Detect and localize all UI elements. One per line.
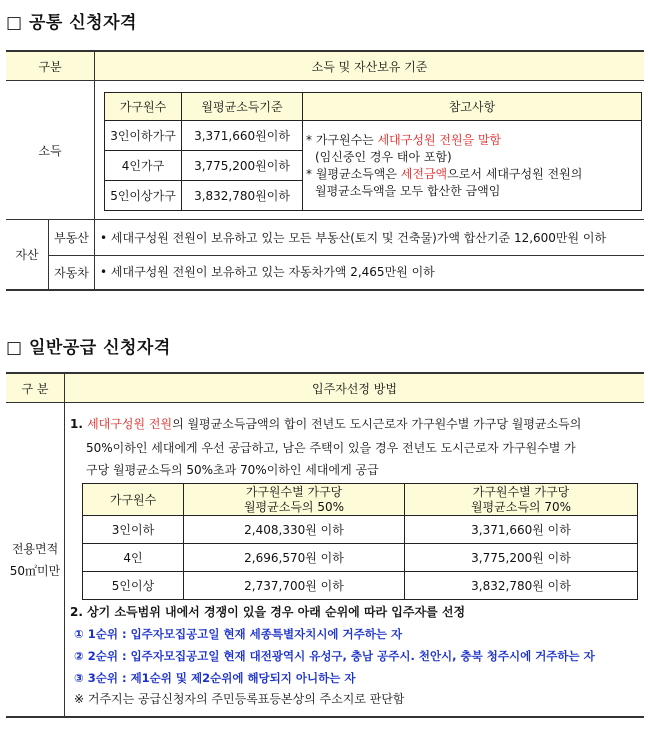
threshold-row xyxy=(83,572,638,600)
income-table xyxy=(104,92,642,211)
item1-line1: 1. 세대구성원 전원의 월평균소득금액의 합이 전년도 도시근로자 가구원수별 가구당 월평균소득의 xyxy=(70,417,582,431)
income-amount: 3,775,200원이하 xyxy=(182,151,303,181)
car-label: 자동차 xyxy=(54,266,89,280)
threshold-table xyxy=(82,483,638,600)
header-rule xyxy=(6,80,644,81)
real-estate-label: 부동산 xyxy=(54,231,89,245)
income-size: 5인이상가구 xyxy=(105,181,182,211)
area-label xyxy=(6,403,64,716)
income-size: 4인가구 xyxy=(105,151,182,181)
area-label-line2: 50㎡미만 xyxy=(9,563,61,578)
residence-note: ※ 거주지는 공급신청자의 주민등록표등본상의 주소지로 판단함 xyxy=(74,692,405,706)
item1-line2: 50%이하인 세대에게 우선 공급하고, 남은 주택이 있을 경우 전년도 도시근로자 가구원수별 가 xyxy=(86,441,576,455)
income-amount: 3,371,660원이하 xyxy=(182,121,303,151)
income-th-size: 가구원수 xyxy=(105,93,182,121)
item1-line3: 구당 월평균소득의 50%초과 70%이하인 세대에게 공급 xyxy=(86,463,379,477)
section2-col-divider xyxy=(64,374,65,716)
section2-header-method: 입주자선정 방법 xyxy=(312,381,397,396)
asset-mid-rule xyxy=(48,255,644,256)
rank3-text: ③ 3순위 : 제1순위 및 제2순위에 해당되지 아니하는 자 xyxy=(74,671,356,685)
threshold-size: 3인이하 xyxy=(83,516,184,544)
rank1-text: ① 1순위 : 입주자모집공고일 현재 세종특별자치시에 거주하는 자 xyxy=(74,627,403,641)
income-th-amount: 월평균소득기준 xyxy=(182,93,303,121)
threshold-row xyxy=(83,544,638,572)
threshold-50: 2,737,700원 이하 xyxy=(184,572,405,600)
item1-highlight: 세대구성원 전원 xyxy=(87,417,173,431)
income-row xyxy=(105,121,642,151)
section1-bottom-rule xyxy=(6,289,644,291)
threshold-th-size: 가구원수 xyxy=(83,484,184,516)
section2-header-category: 구 분 xyxy=(21,381,49,396)
income-th-notes: 참고사항 xyxy=(303,93,642,121)
note-highlight-members: 세대구성원 전원을 말함 xyxy=(377,132,502,147)
car-text: • 세대구성원 전원이 보유하고 있는 자동차가액 2,465만원 이하 xyxy=(100,265,435,279)
section1-heading: □ 공통 신청자격 xyxy=(6,13,137,33)
asset-top-rule xyxy=(6,219,644,220)
income-size: 3인이하가구 xyxy=(105,121,182,151)
real-estate-text: • 세대구성원 전원이 보유하고 있는 모든 부동산(토지 및 건축물)가액 합산기준 12,600만원 이하 xyxy=(100,231,607,245)
threshold-th-70: 가구원수별 가구당 월평균소득의 70% xyxy=(405,484,638,516)
section2-header-rule xyxy=(6,402,644,403)
threshold-50: 2,696,570원 이하 xyxy=(184,544,405,572)
income-label: 소득 xyxy=(38,143,62,158)
header-criteria: 소득 및 자산보유 기준 xyxy=(311,59,428,74)
income-amount: 3,832,780원이하 xyxy=(182,181,303,211)
threshold-th-50: 가구원수별 가구당 월평균소득의 50% xyxy=(184,484,405,516)
income-notes: * 가구원수는 세대구성원 전원을 말함 (임신중인 경우 태아 포함) * 월평균소득액은 세전금액으로서 세대구성원 전원의 월평균소득액을 모두 합산한 금액임 xyxy=(303,121,642,211)
threshold-70: 3,832,780원 이하 xyxy=(405,572,638,600)
asset-label: 자산 xyxy=(15,248,39,262)
threshold-50: 2,408,330원 이하 xyxy=(184,516,405,544)
area-label-line1: 전용면적 xyxy=(11,541,59,556)
threshold-size: 4인 xyxy=(83,544,184,572)
threshold-70: 3,371,660원 이하 xyxy=(405,516,638,544)
threshold-row xyxy=(83,516,638,544)
header-category: 구분 xyxy=(38,59,62,74)
threshold-size: 5인이상 xyxy=(83,572,184,600)
section2-bottom-rule xyxy=(6,716,644,718)
item2-text: 2. 상기 소득범위 내에서 경쟁이 있을 경우 아래 순위에 따라 입주자를 선정 xyxy=(70,605,466,619)
note-highlight-pretax: 세전금액 xyxy=(400,166,448,181)
threshold-70: 3,775,200원 이하 xyxy=(405,544,638,572)
rank2-text: ② 2순위 : 입주자모집공고일 현재 대전광역시 유성구, 충남 공주시. 천안시, 충북 청주시에 거주하는 자 xyxy=(74,649,595,663)
col-divider xyxy=(94,52,95,289)
section2-heading: □ 일반공급 신청자격 xyxy=(6,338,171,358)
